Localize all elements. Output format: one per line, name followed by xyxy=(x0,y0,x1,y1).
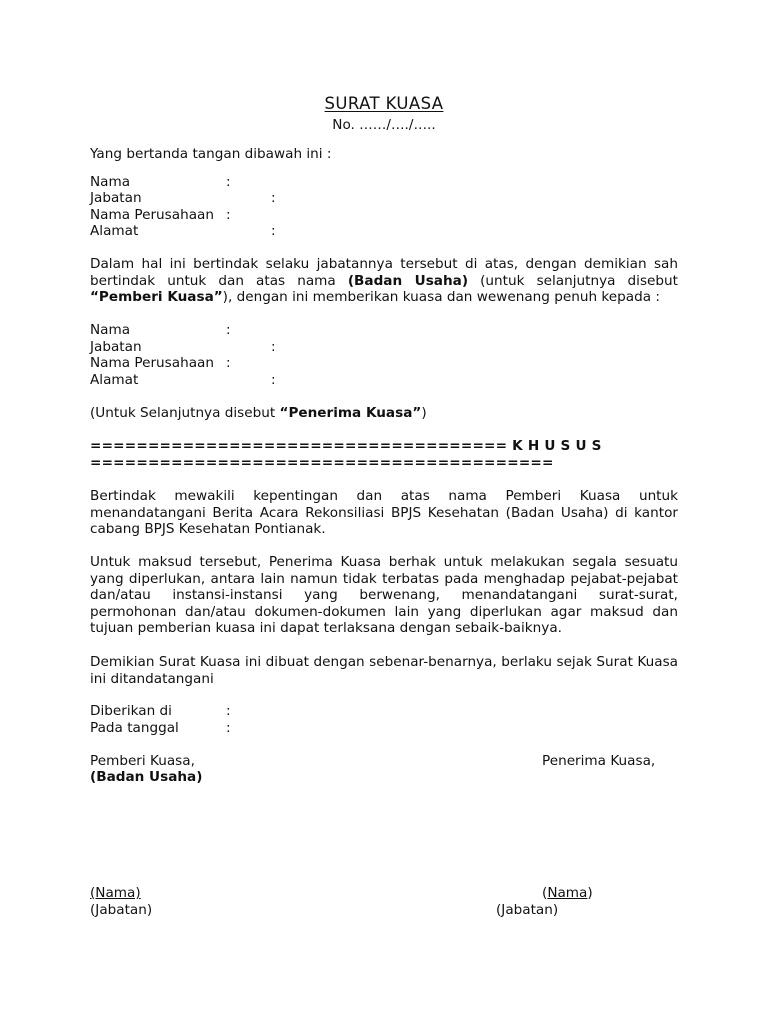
giver-company-colon: : xyxy=(226,207,231,223)
body-paragraph-1: Bertindak mewakili kepentingan dan atas nama Pemberi Kuasa untuk menandatangani Berita Acara Rekonsiliasi BPJS Kesehatan (Badan Usaha) di kantor cabang BPJS Kesehatan Pontianak. xyxy=(90,488,678,537)
receiver-name-text: Nama xyxy=(547,885,588,901)
giver-signature-name: (Nama) xyxy=(90,885,141,901)
document-number: No. ……/…./….. xyxy=(332,117,436,133)
giver-position-colon: : xyxy=(271,190,276,206)
receiver-note-post: ) xyxy=(421,405,427,421)
receiver-note xyxy=(90,405,427,422)
giver-term: “Pemberi Kuasa” xyxy=(90,289,223,305)
giver-name-colon: : xyxy=(226,174,231,190)
statement-part-1: Dalam hal ini bertindak selaku jabatannya tersebut di atas, dengan demikian sah bertindak untuk dan atas nama xyxy=(90,256,678,289)
receiver-term: “Penerima Kuasa” xyxy=(279,405,422,421)
receiver-name-open: ( xyxy=(542,885,548,901)
given-date-colon: : xyxy=(226,720,231,736)
given-place-colon: : xyxy=(226,703,231,719)
receiver-name-close: ) xyxy=(587,885,593,901)
receiver-signature-name xyxy=(542,885,593,902)
giver-company-label: Nama Perusahaan xyxy=(90,207,214,223)
receiver-signature-label: Penerima Kuasa, xyxy=(542,753,656,769)
statement-part-3: ), dengan ini memberikan kuasa dan wewenang penuh kepada : xyxy=(222,289,660,305)
receiver-name-label: Nama xyxy=(90,322,131,338)
body-paragraph-2: Untuk maksud tersebut, Penerima Kuasa berhak untuk melakukan segala sesuatu yang diperlukan, antara lain namun tidak terbatas pada menghadap pejabat-pejabat dan/atau instansi-instansi yang berwenang, menandatangani surat-surat, permohonan dan/atau dokumen-dokumen lain yang diperlukan agar maksud dan tujuan pemberian kuasa ini dapat terlaksana dengan sebaik-baiknya. xyxy=(90,554,678,636)
giver-signature-entity: (Badan Usaha) xyxy=(90,769,203,785)
giver-signature-position: (Jabatan) xyxy=(90,902,153,918)
receiver-company-label: Nama Perusahaan xyxy=(90,355,214,371)
document-title: SURAT KUASA xyxy=(324,94,444,113)
giver-name-label: Nama xyxy=(90,174,131,190)
entity-label: (Badan Usaha) xyxy=(347,272,469,289)
receiver-position-colon: : xyxy=(271,339,276,355)
special-heading: ==================================== K H U S U S xyxy=(90,438,602,454)
receiver-name-colon: : xyxy=(226,322,231,338)
receiver-note-pre: (Untuk Selanjutnya disebut xyxy=(90,405,280,421)
given-date-label: Pada tanggal xyxy=(90,720,179,736)
receiver-position-label: Jabatan xyxy=(90,339,142,355)
giver-address-colon: : xyxy=(271,223,276,239)
receiver-address-label: Alamat xyxy=(90,372,139,388)
giver-signature-label: Pemberi Kuasa, xyxy=(90,753,195,769)
giver-address-label: Alamat xyxy=(90,223,139,239)
statement-part-2: (untuk selanjutnya disebut xyxy=(468,272,678,289)
special-separator: ======================================== xyxy=(90,455,554,471)
body-paragraph-3: Demikian Surat Kuasa ini dibuat dengan sebenar-benarnya, berlaku sejak Surat Kuasa ini ditandatangani xyxy=(90,654,678,687)
receiver-address-colon: : xyxy=(271,372,276,388)
receiver-company-colon: : xyxy=(226,355,231,371)
intro-text: Yang bertanda tangan dibawah ini : xyxy=(90,146,332,162)
given-place-label: Diberikan di xyxy=(90,703,172,719)
giver-position-label: Jabatan xyxy=(90,190,142,206)
receiver-signature-position: (Jabatan) xyxy=(496,902,559,918)
authorization-statement xyxy=(90,256,678,306)
